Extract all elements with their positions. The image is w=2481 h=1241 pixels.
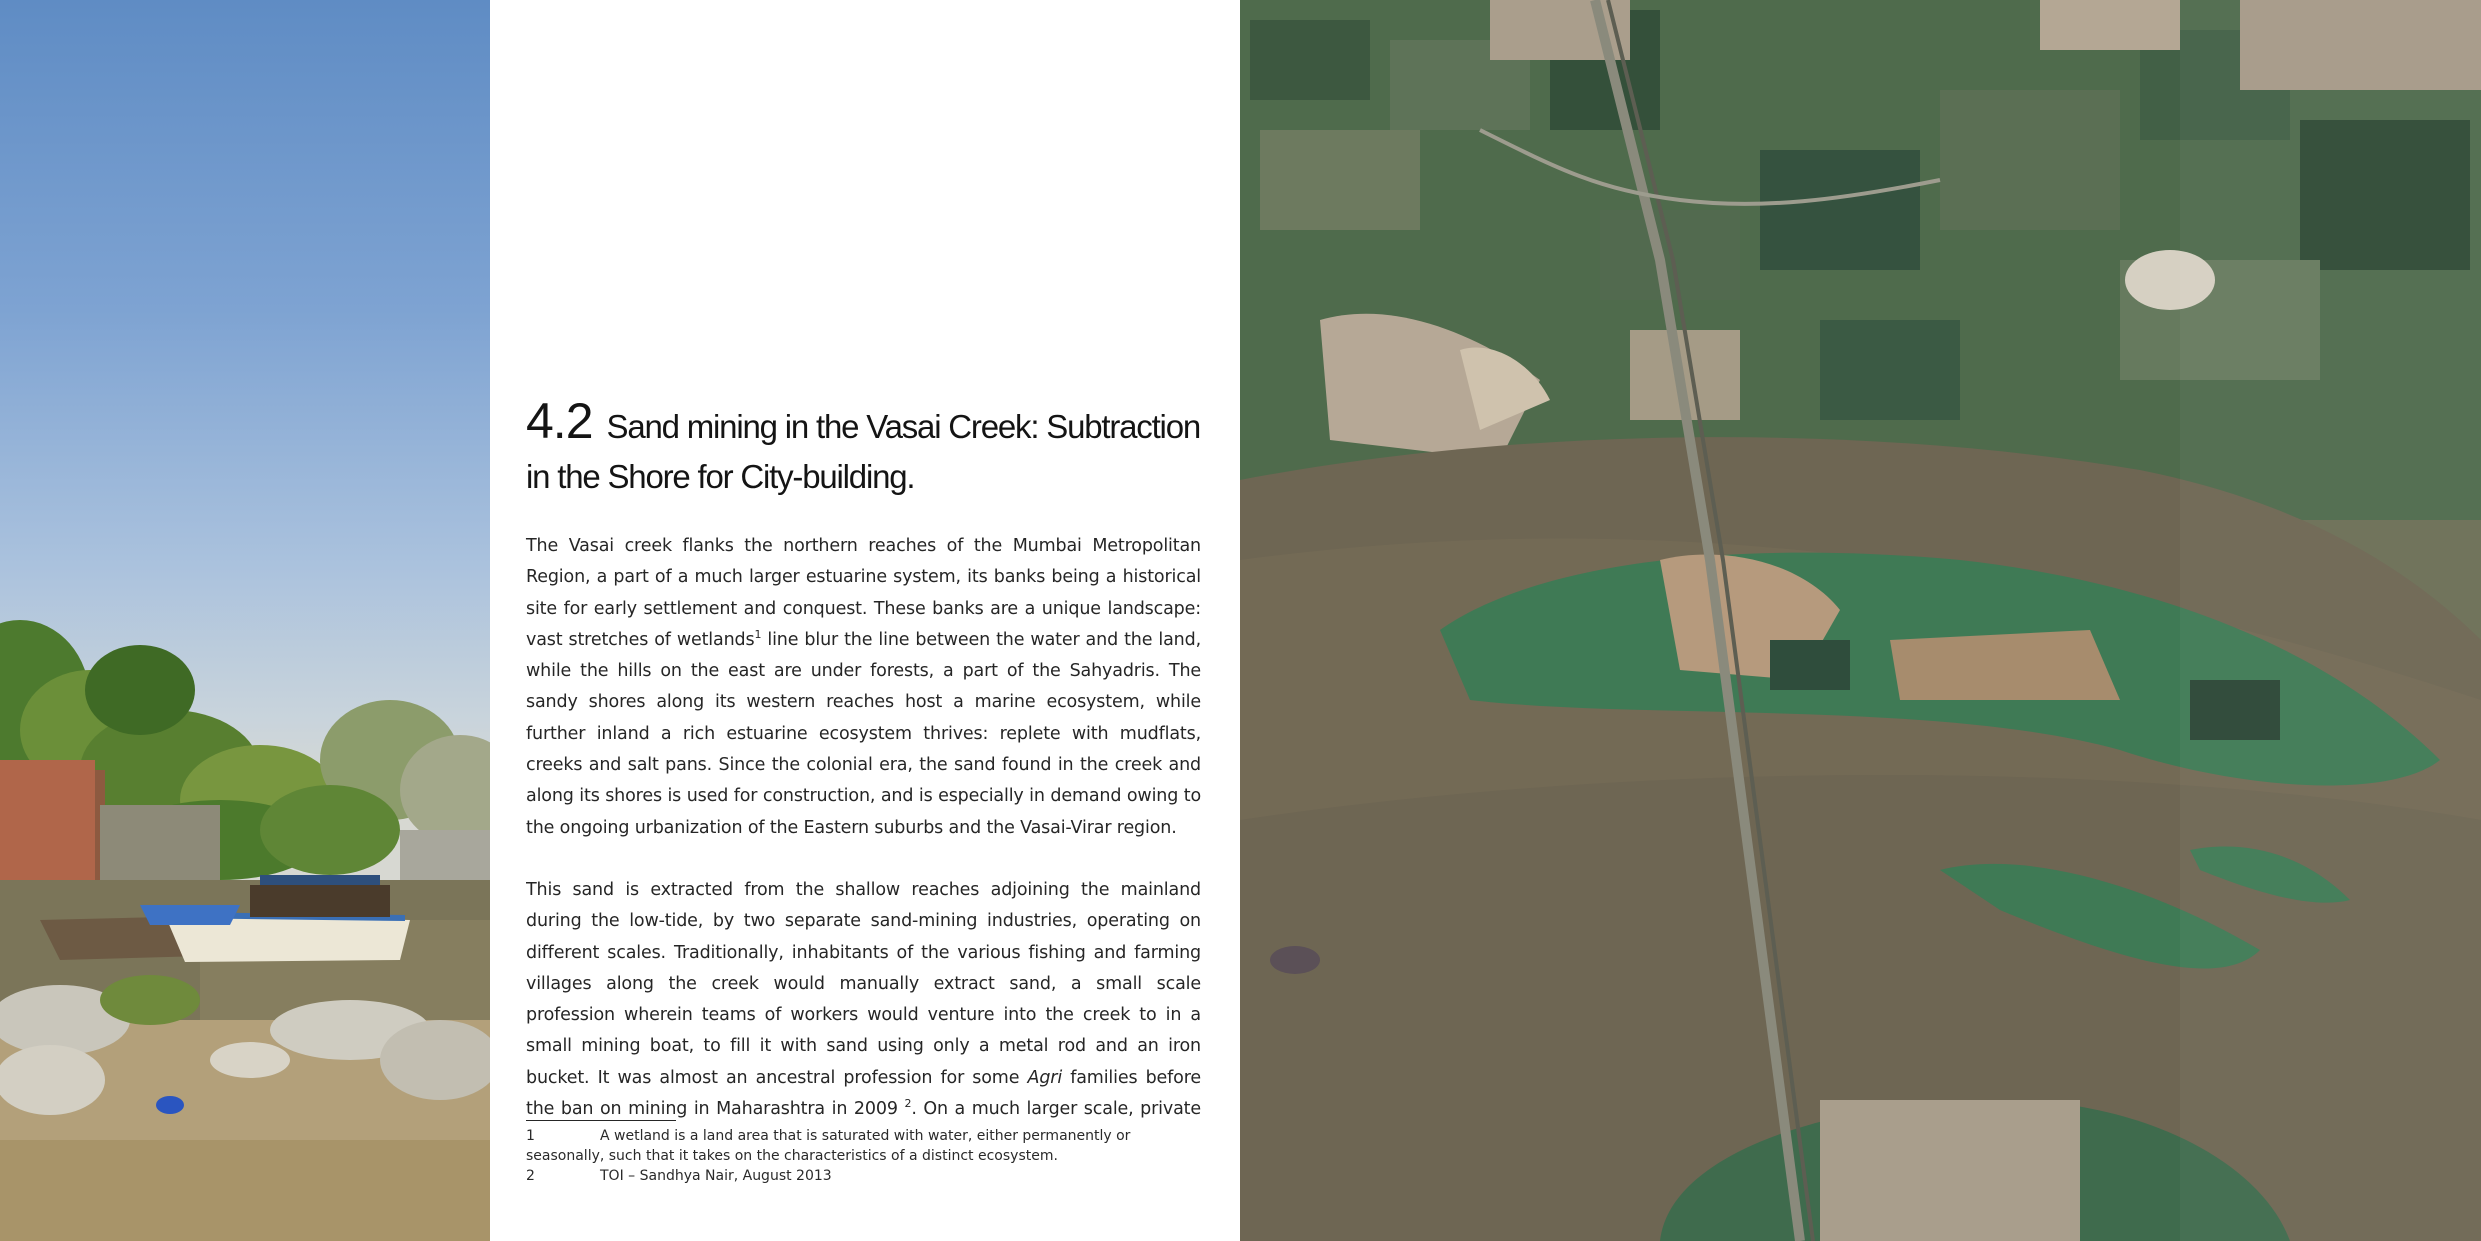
footnote-ref-2: 2 — [904, 1097, 912, 1111]
footnote-2-text: TOI – Sandhya Nair, August 2013 — [600, 1168, 832, 1184]
p2-text-a: This sand is extracted from the shallow reaches adjoining the mainland during the low-tide, by two separate sand-mining industries, operating on different scales. Traditionally, inhabitants of the various fishing and farming villages along the creek would manually extract sand, a small scale profession wherein teams of workers would venture into the creek to in a small mining boat, to fill it with sand using only a metal rod and an iron bucket. It was almost an ancestral profession for some — [526, 880, 1201, 1088]
creek-aerial-map — [1240, 0, 2481, 1241]
section-heading — [526, 393, 1201, 502]
footnote-1 — [526, 1126, 1201, 1166]
settlements-south — [1820, 1100, 2080, 1241]
blue-bag — [156, 1096, 184, 1114]
body-paragraph-1 — [526, 531, 1201, 844]
footnote-1-text: A wetland is a land area that is saturated with water, either permanently or seasonally, such that it takes on the characteristics of a distinct ecosystem. — [526, 1128, 1131, 1164]
p1-text-a: The Vasai creek flanks the northern reaches of the Mumbai Metropolitan Region, a part of a much larger estuarine system, its banks being a historical site for early settlement and conquest. These banks are a unique landscape: vast stretches of wetlands — [526, 536, 1201, 650]
footnote-1-number: 1 — [526, 1128, 535, 1144]
footnote-2-number: 2 — [526, 1168, 535, 1184]
body-paragraph-2 — [526, 875, 1201, 1123]
section-title: Sand mining in the Vasai Creek: Subtraction in the Shore for City-building. — [526, 408, 1200, 495]
footnote-2 — [526, 1166, 1201, 1186]
footnote-ref-1: 1 — [754, 628, 762, 642]
satellite-image — [1240, 0, 2481, 1241]
footnote-rule — [526, 1120, 676, 1121]
p2-text-c: . On a much larger scale, private — [911, 1099, 1201, 1120]
section-number: 4.2 — [526, 393, 593, 449]
p2-text-b: families before the ban on mining in Maharashtra in 2009 — [526, 1067, 1201, 1120]
p1-text-b: line blur the line between the water and the land, while the hills on the east are under forests, a part of the Sahyadris. The sandy shores along its western reaches host a marine ecosystem, while further inland a rich estuarine ecosystem thrives: replete with mudflats, creeks and salt pans. Since the colonial era, the sand found in the creek and along its shores is used for construction, and is especially in demand owing to the ongoing urbanization of the Eastern suburbs and the Vasai-Virar region. — [526, 629, 1201, 838]
shore-illustration — [0, 0, 490, 1241]
brick-building — [0, 760, 95, 890]
creek-shore-photo — [0, 0, 490, 1241]
p2-italic-agri: Agri — [1027, 1067, 1063, 1088]
text-page — [490, 0, 1240, 1241]
wall — [100, 805, 220, 885]
